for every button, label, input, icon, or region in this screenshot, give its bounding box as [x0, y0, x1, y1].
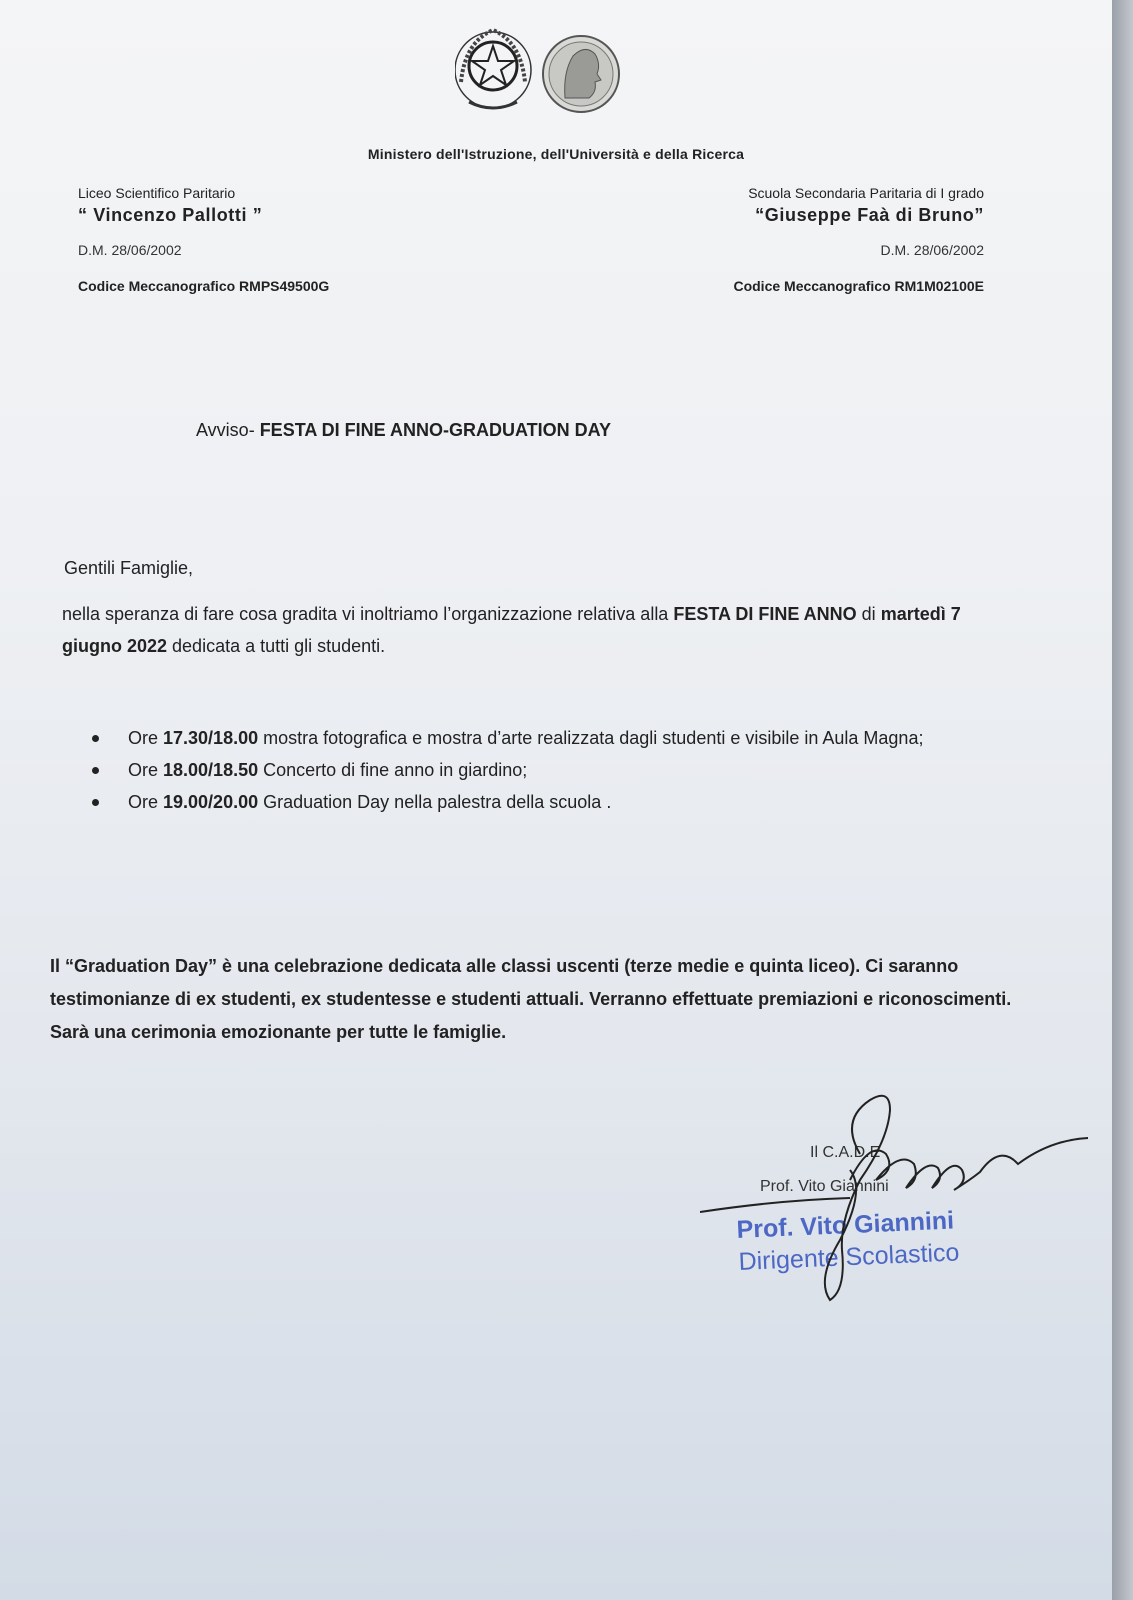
- notice-prefix: Avviso-: [196, 420, 260, 440]
- notice-title-text: FESTA DI FINE ANNO-GRADUATION DAY: [259, 420, 612, 440]
- intro-text-2: di: [856, 604, 881, 624]
- intro-event-name: FESTA DI FINE ANNO: [673, 604, 857, 624]
- left-school-dm: D.M. 28/06/2002: [78, 242, 182, 258]
- event-prefix: Ore: [128, 728, 164, 748]
- signature-name: Prof. Vito Giannini: [760, 1178, 889, 1195]
- signature-block: [700, 1080, 1112, 1330]
- bullet-icon: [92, 799, 99, 806]
- event-text: Graduation Day nella palestra della scuola .: [258, 792, 612, 812]
- intro-text-3: dedicata a tutti gli studenti.: [167, 636, 386, 656]
- left-school-type: Liceo Scientifico Paritario: [78, 185, 236, 201]
- event-prefix: Ore: [128, 760, 164, 780]
- list-item: [88, 754, 988, 786]
- event-prefix: Ore: [128, 792, 164, 812]
- right-school-name: “Giuseppe Faà di Bruno”: [755, 205, 984, 225]
- list-item: [88, 722, 988, 754]
- ministry-heading: Ministero dell'Istruzione, dell'Università e della Ricerca: [367, 146, 745, 162]
- italian-republic-emblem-icon: [455, 30, 531, 108]
- signature-role: Il C.A.D.E: [810, 1144, 881, 1161]
- event-time: 17.30/18.00: [163, 728, 259, 748]
- event-time: 19.00/20.00: [163, 792, 259, 812]
- bullet-icon: [92, 735, 99, 742]
- notice-title: [196, 420, 611, 441]
- left-school-codice: Codice Meccanografico RMPS49500G: [78, 278, 330, 294]
- events-list: [88, 722, 988, 818]
- greeting: Gentili Famiglie,: [64, 558, 194, 578]
- stamp-role: Dirigente Scolastico: [738, 1238, 960, 1276]
- school-medallion-icon: [543, 36, 619, 112]
- event-text: mostra fotografica e mostra d’arte realizzata dagli studenti e visibile in Aula Magna;: [258, 728, 924, 748]
- list-item: [88, 786, 988, 818]
- intro-paragraph: [62, 598, 1012, 662]
- closing-paragraph: Il “Graduation Day” è una celebrazione dedicata alle classi uscenti (terze medie e quinta liceo). Ci saranno testimonianze di ex studenti, ex studentesse e studenti attuali. Verranno effettuate premiazioni e riconoscimenti. Sarà una cerimonia emozionante per tutte le famiglie.: [50, 956, 1012, 1042]
- event-text: Concerto di fine anno in giardino;: [258, 760, 528, 780]
- header-emblems: [455, 22, 635, 122]
- handwritten-signature: [700, 1080, 1112, 1330]
- right-school-dm: D.M. 28/06/2002: [880, 242, 984, 258]
- right-school-type: Scuola Secondaria Paritaria di I grado: [748, 185, 984, 201]
- right-school-header: [733, 184, 984, 294]
- left-school-header: [78, 184, 329, 294]
- paper-edge: [1112, 0, 1133, 1600]
- intro-date: martedì 7 giugno 2022: [62, 604, 961, 656]
- event-time: 18.00/18.50: [163, 760, 259, 780]
- right-school-codice: Codice Meccanografico RM1M02100E: [733, 278, 984, 294]
- bullet-icon: [92, 767, 99, 774]
- stamp-name: Prof. Vito Giannini: [736, 1206, 955, 1244]
- intro-text-1: nella speranza di fare cosa gradita vi inoltriamo l’organizzazione relativa alla: [62, 604, 674, 624]
- left-school-name: “ Vincenzo Pallotti ”: [78, 205, 263, 225]
